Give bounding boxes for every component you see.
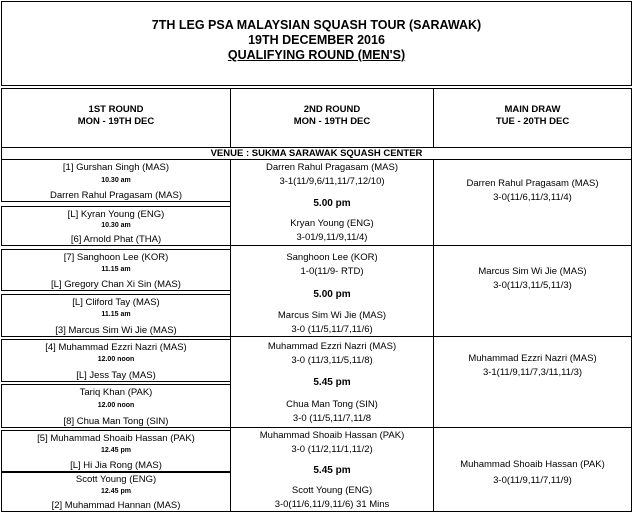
match-score: 3-0(11/6,11/3,11/4) bbox=[493, 192, 572, 203]
player-name: [7] Sanghoon Lee (KOR) bbox=[63, 252, 169, 263]
match-score: 3-0 (11/5,11/7,11/8 bbox=[292, 413, 372, 424]
player-name: [2] Muhammad Hannan (MAS) bbox=[51, 500, 181, 511]
player-name: Muhammad Ezzri Nazri (MAS) bbox=[267, 341, 397, 352]
column-name: 1ST ROUND bbox=[88, 104, 144, 115]
match-score: 3-1(11/9,6/11,11/7,12/10) bbox=[279, 176, 385, 187]
match-time: 10.30 am bbox=[101, 222, 131, 229]
match-score: 3-0 (11/2,11/1,11/2) bbox=[291, 444, 373, 455]
tournament-title: 7TH LEG PSA MALAYSIAN SQUASH TOUR (SARAWAK) bbox=[151, 18, 482, 32]
player-name: [L] Gregory Chan Xi Sin (MAS) bbox=[51, 279, 181, 290]
player-name: Chua Man Tong (SIN) bbox=[286, 399, 378, 410]
player-name: [4] Muhammad Ezzri Nazri (MAS) bbox=[45, 342, 187, 353]
match-score: 3-0(11/6,11/9,11/6) 31 Mins bbox=[274, 499, 390, 510]
match-time: 5.00 pm bbox=[313, 289, 351, 300]
column-date: MON - 19TH DEC bbox=[77, 116, 155, 127]
player-name: [L] Jess Tay (MAS) bbox=[76, 370, 156, 381]
first-round-match bbox=[1, 472, 231, 512]
round-title: QUALIFYING ROUND (MEN'S) bbox=[227, 48, 406, 62]
match-time: 12.45 pm bbox=[101, 447, 131, 454]
second-round-match bbox=[230, 336, 434, 428]
column-header-first-round bbox=[1, 88, 231, 148]
player-name: [L] Kyran Young (ENG) bbox=[67, 209, 165, 220]
player-name: [1] Gurshan Singh (MAS) bbox=[62, 162, 170, 173]
player-name: [3] Marcus Sim Wi Jie (MAS) bbox=[55, 325, 177, 336]
first-round-match bbox=[1, 249, 231, 291]
player-name: Muhammad Ezzri Nazri (MAS) bbox=[468, 353, 597, 364]
column-date: TUE - 20TH DEC bbox=[495, 116, 570, 127]
column-name: MAIN DRAW bbox=[504, 104, 561, 115]
main-draw-entry bbox=[433, 336, 632, 428]
player-name: Sanghoon Lee (KOR) bbox=[286, 252, 378, 263]
player-name: Darren Rahul Pragasam (MAS) bbox=[466, 178, 599, 189]
column-name: 2ND ROUND bbox=[303, 104, 361, 115]
player-name: Muhammad Shoaib Hassan (PAK) bbox=[259, 430, 405, 441]
column-date: MON - 19TH DEC bbox=[293, 116, 371, 127]
column-header-main-draw bbox=[433, 88, 632, 148]
tournament-date: 19TH DECEMBER 2016 bbox=[248, 33, 385, 47]
player-name: Scott Young (ENG) bbox=[75, 474, 157, 485]
match-score: 3-0(11/3,11/5,11/3) bbox=[493, 280, 572, 291]
second-round-match bbox=[230, 159, 434, 246]
first-round-match bbox=[1, 430, 231, 472]
player-name: [5] Muhammad Shoaib Hassan (PAK) bbox=[37, 433, 195, 444]
match-time: 11.15 am bbox=[101, 266, 131, 273]
match-score: 3-01/9,11/9,11/4) bbox=[296, 232, 368, 243]
match-time: 5.00 pm bbox=[313, 198, 351, 209]
first-round-match bbox=[1, 206, 231, 246]
first-round-match bbox=[1, 384, 231, 428]
first-round-match bbox=[1, 339, 231, 382]
column-header-second-round bbox=[230, 88, 434, 148]
match-score: 3-1(11/9,11/7,3/11,11/3) bbox=[482, 367, 583, 378]
player-name: [L] Hi Jia Rong (MAS) bbox=[70, 460, 162, 471]
player-name: [L] Cliford Tay (MAS) bbox=[72, 297, 160, 308]
player-name: Darren Rahul Pragasam (MAS) bbox=[50, 190, 182, 201]
match-score: 3-0(11/9,11/7,11/9) bbox=[493, 475, 572, 486]
title-block bbox=[1, 1, 632, 86]
main-draw-entry bbox=[433, 159, 632, 246]
match-time: 5.45 pm bbox=[313, 465, 351, 476]
match-time: 11.15 am bbox=[101, 311, 131, 318]
first-round-match bbox=[1, 294, 231, 337]
main-draw-entry bbox=[433, 245, 632, 337]
match-score: 3-0 (11/3,11/5,11/8) bbox=[291, 355, 373, 366]
second-round-match bbox=[230, 245, 434, 337]
player-name: Muhammad Shoaib Hassan (PAK) bbox=[460, 459, 605, 470]
player-name: Tariq Khan (PAK) bbox=[79, 387, 153, 398]
match-time: 10.30 am bbox=[101, 177, 131, 184]
second-round-match bbox=[230, 427, 434, 512]
player-name: Darren Rahul Pragasam (MAS) bbox=[266, 162, 398, 173]
player-name: Marcus Sim Wi Jie (MAS) bbox=[478, 266, 587, 277]
player-name: [6] Arnold Phat (THA) bbox=[70, 234, 162, 245]
main-draw-entry bbox=[433, 427, 632, 512]
first-round-match bbox=[1, 159, 231, 202]
match-time: 12.00 noon bbox=[97, 356, 135, 363]
player-name: [8] Chua Man Tong (SIN) bbox=[63, 416, 169, 427]
player-name: Scott Young (ENG) bbox=[291, 485, 373, 496]
player-name: Kryan Young (ENG) bbox=[290, 218, 374, 229]
match-time: 5.45 pm bbox=[313, 377, 351, 388]
venue-banner: VENUE : SUKMA SARAWAK SQUASH CENTER bbox=[1, 147, 632, 160]
player-name: Marcus Sim Wi Jie (MAS) bbox=[277, 310, 387, 321]
match-score: 1-0(11/9- RTD) bbox=[300, 266, 364, 277]
match-time: 12.45 pm bbox=[101, 488, 131, 495]
match-time: 12.00 noon bbox=[97, 402, 135, 409]
match-score: 3-0 (11/5,11/7,11/6) bbox=[291, 324, 373, 335]
